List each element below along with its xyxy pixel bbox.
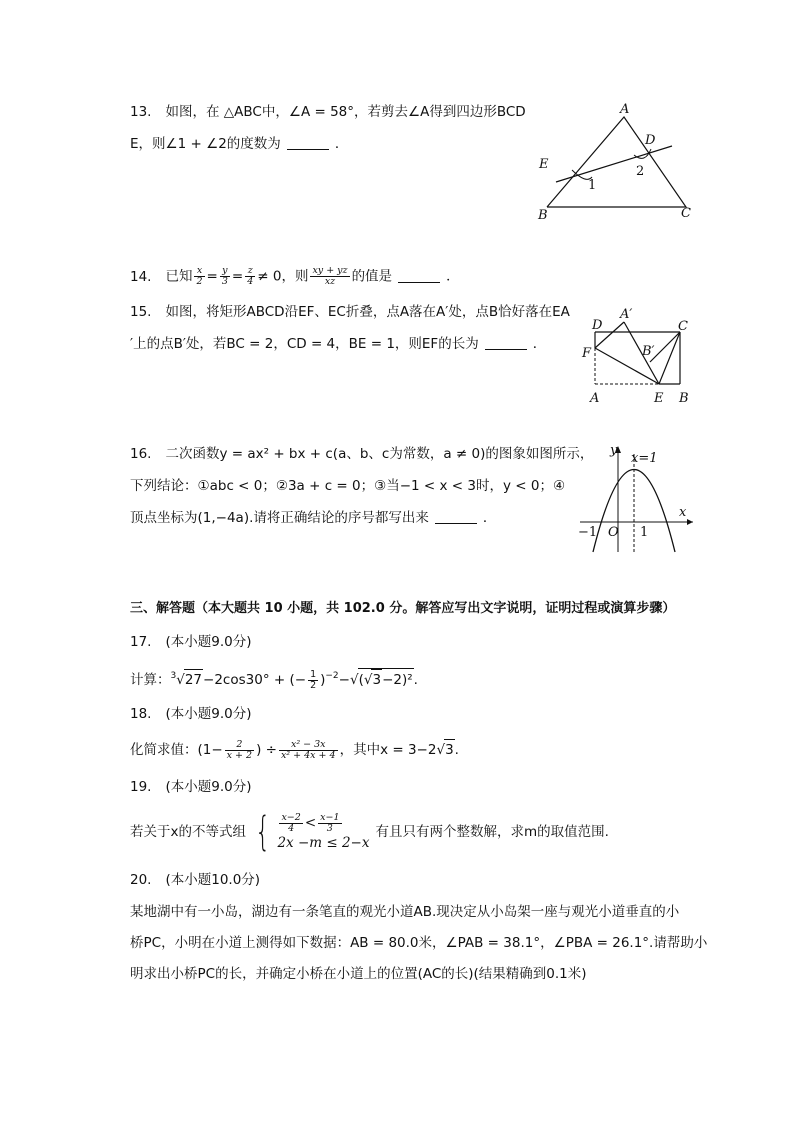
q13-label-1: 1 (588, 178, 597, 193)
q19-score: (本小题9.0分) (165, 779, 252, 795)
q16-line2 (130, 476, 565, 496)
q13-label-B: B (538, 208, 548, 223)
q14-frac-x: $\frac{x}{2}$ (196, 265, 203, 287)
q15-line1 (130, 302, 570, 322)
q13-text-2: E，则∠1 + ∠2的度数为 (130, 136, 281, 152)
q16-label-x-eq-1: x=1 (631, 451, 658, 466)
q20-text-2: 桥PC，小明在小道上测得如下数据：AB = 80.0米，∠PAB = 38.1°，∠PBA = 26.1°.请帮助小 (130, 935, 708, 951)
q13-line1 (130, 102, 526, 122)
q15-label-D: D (592, 318, 603, 333)
q16-label-y: y (610, 443, 618, 458)
q13-answer-blank[interactable] (287, 135, 329, 150)
q13-label-A: A (620, 102, 630, 117)
q15-label-A: A (590, 391, 600, 406)
q13-label-D: D (645, 133, 656, 148)
q20-text-1: 某地湖中有一小岛，湖边有一条笔直的观光小道AB.现决定从小岛架一座与观光小道垂直的小 (130, 904, 680, 920)
q16-label-minus-1: −1 (578, 525, 598, 540)
q16-line1 (130, 444, 593, 464)
q20-number: 20. (130, 872, 152, 888)
q18-frac-2: $\frac{\text{x² − 3x}}{\text{x² + 4x + 4}}$ (280, 738, 336, 761)
q16-label-1: 1 (640, 525, 649, 540)
q13-label-2: 2 (636, 164, 645, 179)
q15-answer-blank[interactable] (485, 335, 527, 350)
q20-text-3: 明求出小桥PC的长，并确定小桥在小道上的位置(AC的长)(结果精确到0.1米) (130, 966, 587, 982)
q13-label-C: C (681, 206, 691, 221)
q19-inequality-system: $\frac{x-2}{4}$ < $\frac{x-1}{3}$ 2x −m ≤ 2−x (277, 811, 370, 851)
q13-triangle-figure (530, 100, 700, 225)
q20-score: (本小题10.0分) (165, 872, 261, 888)
q15-number: 15. (130, 304, 152, 320)
q13-label-E: E (539, 157, 549, 172)
q18-expression: 化简求值：(1− $\frac{2}{x + 2}$ ) ÷ $\frac{\text{x² − 3x}}{\text{x² + 4x + 4}}$ ，其中x = 3−2√3. (130, 738, 459, 761)
q18-number: 18. (130, 706, 152, 722)
q17-expression: 计算：$^3$√27−2cos30° + (− $\frac{1}{2}$ )$^{-2}$−√(√3−2)². (130, 668, 418, 691)
q15-label-B: B (679, 391, 689, 406)
q17-frac: $\frac{1}{2}$ (310, 668, 317, 691)
q15-rectangle-figure (580, 302, 700, 412)
q20-header (130, 870, 260, 890)
q17-number: 17. (130, 634, 152, 650)
q14-post: 的值是 (351, 268, 393, 285)
q19-header (130, 777, 252, 797)
q16-answer-blank[interactable] (435, 509, 477, 524)
q16-label-x: x (679, 505, 687, 520)
q15-text-1: 如图，将矩形ABCD沿EF、EC折叠，点A落在A′处，点B恰好落在EA (165, 304, 570, 320)
q13-end: ． (334, 136, 349, 152)
q14-mid: ≠ 0，则 (257, 268, 309, 285)
q16-text-1: 二次函数y = ax² + bx + c(a、b、c为常数，a ≠ 0)的图象如图所示， (165, 446, 594, 462)
q14-answer-blank[interactable] (398, 268, 440, 283)
q14-frac-z: $\frac{z}{4}$ (247, 265, 254, 287)
q14-pre: 已知 (165, 268, 193, 285)
q16-label-origin: O (608, 525, 619, 540)
q15-label-A-prime: A′ (620, 307, 633, 322)
q15-label-C: C (678, 319, 688, 334)
q17-header (130, 632, 252, 652)
q16-text-3: 顶点坐标为(1,−4a).请将正确结论的序号都写出来 (130, 510, 429, 526)
q16-line3: 顶点坐标为(1,−4a).请将正确结论的序号都写出来 ． (130, 510, 497, 526)
q14-number: 14. (130, 268, 152, 285)
q14-frac-expr: $\frac{xy + yz}{xz}$ (312, 265, 348, 287)
q15-label-F: F (582, 346, 592, 361)
q18-frac-1: $\frac{2}{x + 2}$ (226, 738, 253, 761)
q16-parabola-figure (575, 440, 700, 558)
q13-line2 (130, 134, 348, 154)
q13-number: 13. (130, 104, 152, 120)
q15-line2: ′上的点B′处，若BC = 2，CD = 4，BE = 1，则EF的长为 ． (130, 336, 547, 352)
q19-number: 19. (130, 779, 152, 795)
q15-text-2: ′上的点B′处，若BC = 2，CD = 4，BE = 1，则EF的长为 (130, 336, 479, 352)
q19-expression: 若关于x的不等式组 { $\frac{x-2}{4}$ < $\frac{x-1}{3}$ 2x −m ≤ 2−x 有且只有两个整数解，求m的取值范围. (130, 809, 609, 855)
section-3-heading: 三、解答题（本大题共 10 小题，共 102.0 分。解答应写出文字说明，证明过程或演算步骤） (130, 601, 676, 616)
q14-line: 14. 已知 $\frac{x}{2}$ = $\frac{y}{3}$ = $\frac{z}{4}$ ≠ 0，则 $\frac{xy + yz}{xz}$ 的值是 ． (130, 265, 460, 287)
q15-label-E: E (654, 391, 664, 406)
q15-label-B-prime: B′ (642, 344, 655, 359)
q13-text-1: 如图，在 △ABC中，∠A = 58°，若剪去∠A得到四边形BCD (165, 104, 526, 120)
q18-header (130, 704, 252, 724)
q17-score: (本小题9.0分) (165, 634, 252, 650)
q18-score: (本小题9.0分) (165, 706, 252, 722)
q16-text-2: 下列结论：①abc < 0；②3a + c = 0；③当−1 < x < 3时，y < 0；④ (130, 478, 566, 494)
q14-frac-y: $\frac{y}{3}$ (221, 265, 228, 287)
q16-number: 16. (130, 446, 152, 462)
